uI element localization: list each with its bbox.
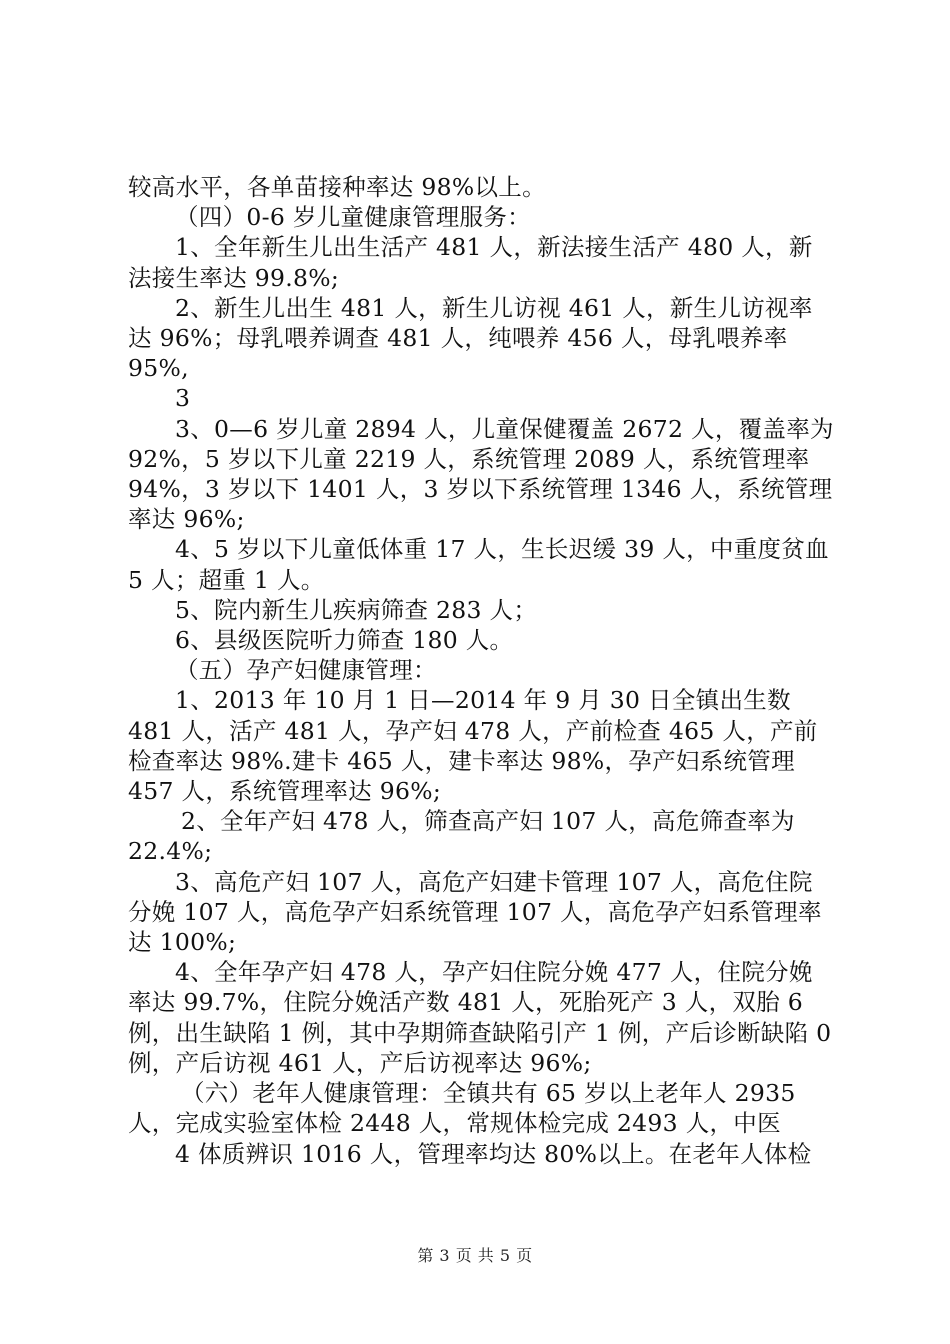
paragraph: 4 体质辨识 1016 人，管理率均达 80%以上。在老年人体检 [175,1139,812,1168]
paragraph: 2、全年产妇 478 人，筛查高产妇 107 人，高危筛查率为 22.4%; [128,807,795,866]
paragraph: 3 [175,384,191,413]
page-footer [0,1243,950,1266]
paragraph: 4、5 岁以下儿童低体重 17 人，生长迟缓 39 人，中重度贫血 5 人；超重 1 人。 [128,535,829,594]
paragraph: 3、0—6 岁儿童 2894 人，儿童保健覆盖 2672 人，覆盖率为 92%，5 岁以下儿童 2219 人，系统管理 2089 人，系统管理率 94%，3 岁以下 1401 人，3 岁以下系统管理 1346 人，系统管理率达 96%; [128,414,834,534]
section-heading: （六）老年人健康管理：全镇共有 65 岁以上老年人 2935 人，完成实验室体检 2448 人，常规体检完成 2493 人，中医 [128,1079,796,1138]
paragraph: 2、新生儿出生 481 人，新生儿访视 461 人，新生儿访视率达 96%；母乳喂养调查 481 人，纯喂养 456 人，母乳喂养率 95%, [128,293,813,383]
page-number-label: 第 3 页 共 5 页 [417,1246,533,1265]
document-body [128,172,834,1169]
paragraph: 1、2013 年 10 月 1 日—2014 年 9 月 30 日全镇出生数 481 人，活产 481 人，孕产妇 478 人，产前检查 465 人，产前检查率达 98%.建卡 465 人，建卡率达 98%，孕产妇系统管理 457 人，系统管理率达 96%; [128,686,818,806]
paragraph: 3、高危产妇 107 人，高危产妇建卡管理 107 人，高危住院分娩 107 人，高危孕产妇系统管理 107 人，高危孕产妇系管理率达 100%; [128,867,822,957]
section-heading: （五）孕产妇健康管理： [175,656,437,685]
section-heading: （四）0-6 岁儿童健康管理服务： [175,203,531,232]
paragraph: 1、全年新生儿出生活产 481 人，新法接生活产 480 人，新法接生率达 99.8%; [128,233,813,292]
paragraph: 较高水平，各单苗接种率达 98%以上。 [128,173,546,201]
paragraph: 4、全年孕产妇 478 人，孕产妇住院分娩 477 人，住院分娩率达 99.7%，住院分娩活产数 481 人，死胎死产 3 人，双胎 6 例，出生缺陷 1 例，其中孕期筛查缺陷引产 1 例，产后诊断缺陷 0 例，产后访视 461 人，产后访视率达 96%; [128,958,832,1077]
paragraph: 5、院内新生儿疾病筛查 283 人； [175,595,538,624]
paragraph: 6、县级医院听力筛查 180 人。 [175,626,514,655]
